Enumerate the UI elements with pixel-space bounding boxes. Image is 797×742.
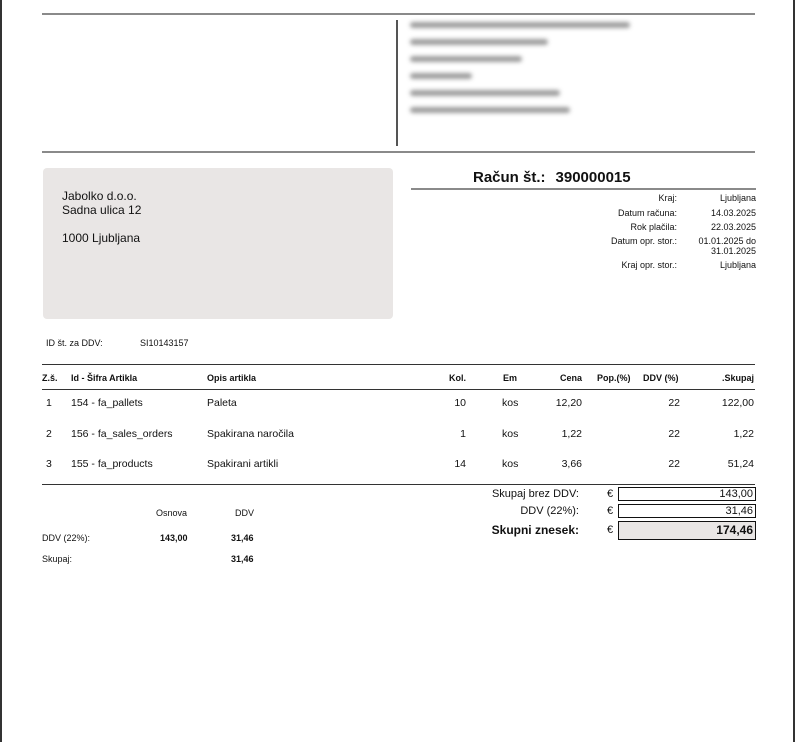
table-header-rule: [42, 389, 755, 390]
row1-zs: 1: [46, 397, 52, 409]
row1-id: 154 - fa_pallets: [71, 397, 143, 409]
row3-vat: 22: [668, 458, 680, 470]
total-vat-label: DDV (22%):: [520, 505, 579, 517]
title-underline: [411, 188, 756, 190]
total-net-label: Skupaj brez DDV:: [491, 488, 579, 500]
recipient-address-box: [43, 168, 393, 319]
row1-vat: 22: [668, 397, 680, 409]
col-header-id: Id - Šifra Artikla: [71, 373, 138, 383]
breakdown-row2-label: Skupaj:: [42, 554, 73, 564]
breakdown-row1-label: DDV (22%):: [42, 533, 91, 543]
meta-label-place: Kraj:: [658, 193, 677, 203]
vat-id-value: SI10143157: [140, 338, 189, 348]
row3-desc: Spakirani artikli: [207, 458, 279, 470]
col-header-total: .Skupaj: [721, 373, 754, 383]
invoice-number: 390000015: [555, 169, 631, 186]
row3-qty: 14: [454, 458, 466, 470]
grand-total-currency: €: [607, 524, 614, 536]
breakdown-row1-base: 143,00: [160, 533, 188, 543]
total-vat-value: 31,46: [618, 504, 756, 518]
table-bottom-rule: [42, 484, 755, 485]
meta-value-due: 22.03.2025: [710, 222, 756, 232]
row2-unit: kos: [502, 428, 519, 440]
total-net-value: 143,00: [618, 487, 756, 501]
col-header-desc: Opis artikla: [207, 373, 257, 383]
meta-label-service-date: Datum opr. stor.:: [610, 236, 677, 246]
table-top-rule: [42, 364, 755, 365]
total-net-currency: €: [607, 488, 614, 500]
col-header-price: Cena: [559, 373, 582, 383]
total-vat-currency: €: [607, 505, 614, 517]
meta-label-service-place: Kraj opr. stor.:: [621, 260, 677, 270]
row2-vat: 22: [668, 428, 680, 440]
row3-price: 3,66: [561, 458, 582, 470]
row3-id: 155 - fa_products: [71, 458, 153, 470]
row1-price: 12,20: [555, 397, 582, 409]
sender-info-redacted: [410, 22, 640, 132]
recipient-street: Sadna ulica 12: [62, 203, 142, 217]
meta-value-service-place: Ljubljana: [719, 260, 756, 270]
meta-value-place: Ljubljana: [719, 193, 756, 203]
row1-unit: kos: [502, 397, 519, 409]
row2-zs: 2: [46, 428, 52, 440]
recipient-city: 1000 Ljubljana: [62, 231, 141, 245]
invoice-title: [473, 169, 631, 186]
breakdown-row2-vat: 31,46: [231, 554, 254, 564]
breakdown-col-vat: DDV: [235, 508, 255, 518]
row3-unit: kos: [502, 458, 519, 470]
col-header-vat: DDV (%): [643, 373, 679, 383]
meta-value-date: 14.03.2025: [710, 208, 756, 218]
row3-total: 51,24: [727, 458, 754, 470]
grand-total-label: Skupni znesek:: [491, 523, 579, 537]
row1-qty: 10: [454, 397, 466, 409]
col-header-zs: Z.š.: [42, 373, 58, 383]
recipient-name: Jabolko d.o.o.: [62, 189, 137, 203]
meta-value-service-date: 01.01.2025 do: [698, 236, 756, 246]
row2-qty: 1: [460, 428, 466, 440]
header-bottom-rule: [42, 151, 755, 153]
invoice-title-label: Račun št.:: [473, 169, 546, 186]
sender-divider: [396, 20, 398, 146]
row2-desc: Spakirana naročila: [207, 428, 294, 440]
meta-label-date: Datum računa:: [617, 208, 677, 218]
row3-zs: 3: [46, 458, 52, 470]
row1-desc: Paleta: [207, 397, 237, 409]
row2-price: 1,22: [561, 428, 582, 440]
col-header-discount: Pop.(%): [597, 373, 631, 383]
top-rule: [42, 13, 755, 15]
breakdown-row1-vat: 31,46: [231, 533, 254, 543]
row2-id: 156 - fa_sales_orders: [71, 428, 173, 440]
meta-value-service-date-end: 31.01.2025: [710, 246, 756, 256]
col-header-qty: Kol.: [449, 373, 466, 383]
vat-id-label: ID št. za DDV:: [46, 338, 103, 348]
breakdown-col-base: Osnova: [156, 508, 188, 518]
col-header-unit: Em: [503, 373, 518, 383]
row1-total: 122,00: [721, 397, 754, 409]
grand-total-value: 174,46: [618, 521, 756, 540]
row2-total: 1,22: [733, 428, 754, 440]
meta-label-due: Rok plačila:: [630, 222, 677, 232]
